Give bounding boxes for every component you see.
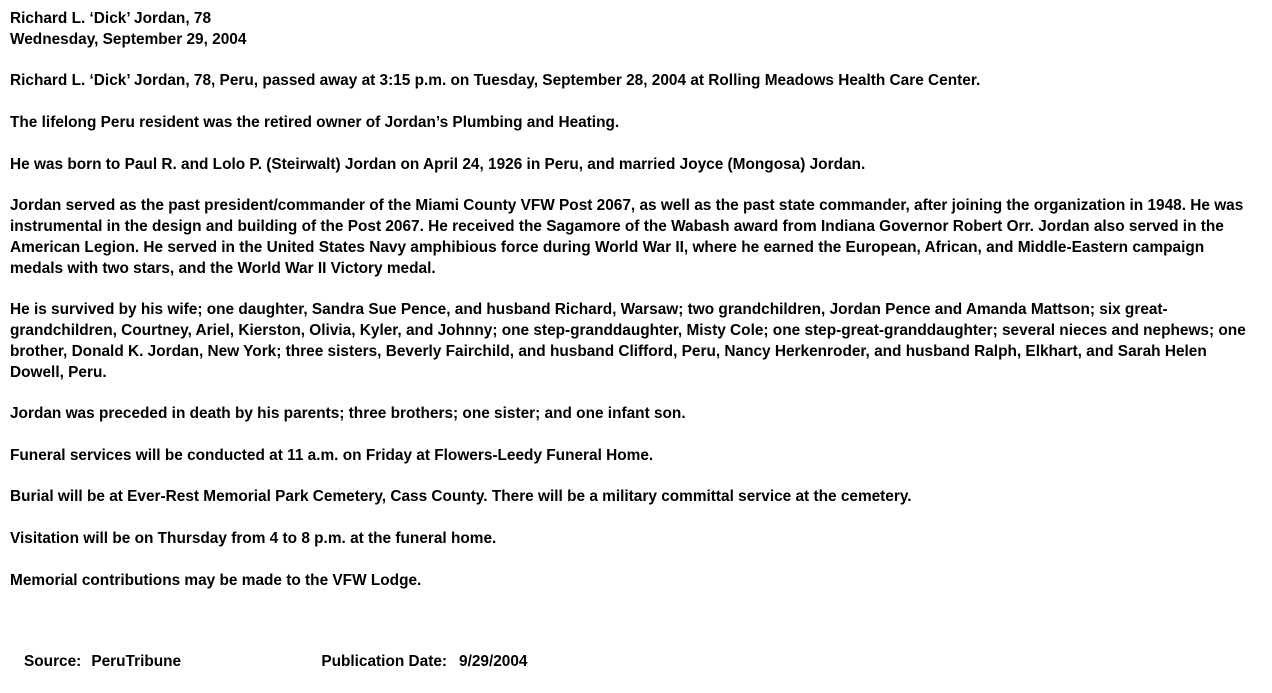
obituary-document [10, 9, 1255, 612]
paragraph-preceded: Jordan was preceded in death by his parents; three brothers; one sister; and one infant son. [10, 405, 686, 423]
obituary-date: Wednesday, September 29, 2004 [10, 30, 247, 48]
obituary-header [10, 9, 1255, 51]
paragraph-service: Jordan served as the past president/commander of the Miami County VFW Post 2067, as well as the past state commander, after joining the organization in 1948. He was instrumental in the design and building of the Post 2067. He received the Sagamore of the Wabash award from Indiana Governor Robert Orr. Jordan also served in the American Legion. He served in the United States Navy amphibious force during World War II, where he earned the European, African, and Middle-Eastern campaign medals with two stars, and the World War II Victory medal. [10, 197, 1244, 277]
paragraph-occupation: The lifelong Peru resident was the retired owner of Jordan’s Plumbing and Heating. [10, 113, 620, 131]
source-value: PeruTribune [91, 653, 182, 670]
publication-date-label: Publication Date: [321, 653, 448, 670]
source-footer [24, 653, 528, 671]
paragraph-death-notice: Richard L. ‘Dick’ Jordan, 78, Peru, passed away at 3:15 p.m. on Tuesday, September 28, 2004 at Rolling Meadows Health Care Center. [10, 72, 981, 90]
paragraph-memorials: Memorial contributions may be made to the VFW Lodge. [10, 571, 422, 589]
paragraph-survivors: He is survived by his wife; one daughter, Sandra Sue Pence, and husband Richard, Warsaw; two grandchildren, Jordan Pence and Amanda Mattson; six great-grandchildren, Courtney, Ariel, Kierston, Olivia, Kyler, and Johnny; one step-granddaughter, Misty Cole; one step-great-granddaughter; several nieces and nephews; one brother, Donald K. Jordan, New York; three sisters, Beverly Fairchild, and husband Clifford, Peru, Nancy Herkenroder, and husband Ralph, Elkhart, and Sarah Helen Dowell, Peru. [10, 301, 1246, 381]
paragraph-birth: He was born to Paul R. and Lolo P. (Steirwalt) Jordan on April 24, 1926 in Peru, and married Joyce (Mongosa) Jordan. [10, 155, 866, 173]
paragraph-visitation: Visitation will be on Thursday from 4 to 8 p.m. at the funeral home. [10, 529, 497, 547]
publication-date-value: 9/29/2004 [459, 653, 528, 670]
obituary-title: Richard L. ‘Dick’ Jordan, 78 [10, 10, 212, 27]
paragraph-burial: Burial will be at Ever-Rest Memorial Park Cemetery, Cass County. There will be a military committal service at the cemetery. [10, 488, 912, 506]
paragraph-funeral: Funeral services will be conducted at 11 a.m. on Friday at Flowers-Leedy Funeral Home. [10, 446, 654, 464]
source-label: Source: [24, 653, 82, 670]
